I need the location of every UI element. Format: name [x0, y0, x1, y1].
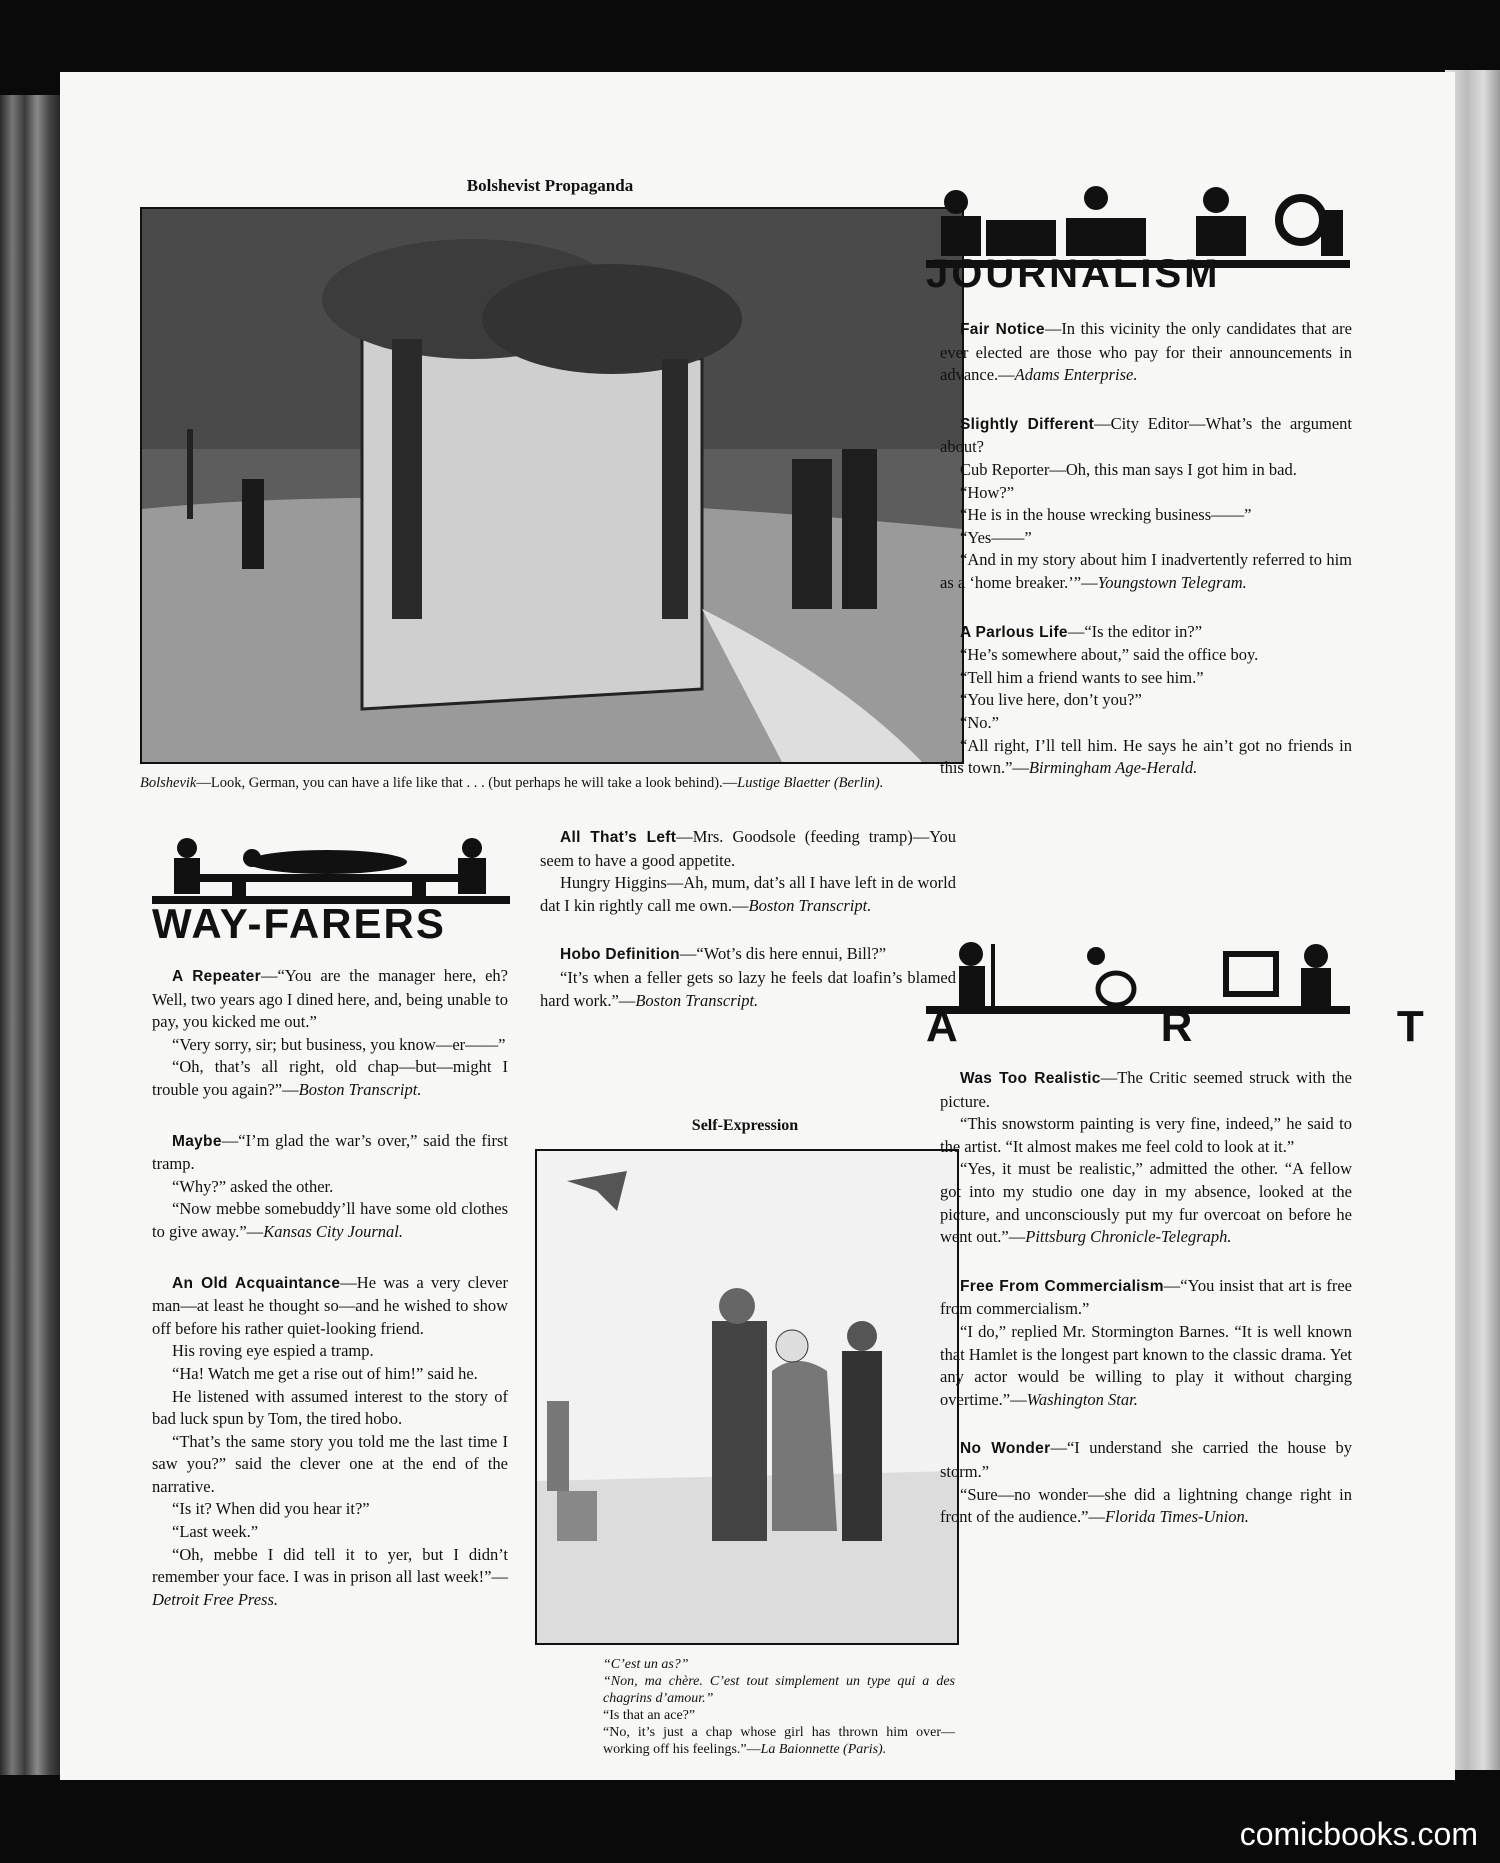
magazine-page	[60, 72, 1484, 1780]
self-expression-title: Self-Expression	[691, 1117, 799, 1134]
art-column	[940, 1067, 1352, 1549]
cartoon-caption	[140, 774, 960, 792]
article-fair-notice: Fair Notice—In this vicinity the only candidates that are ever elected are those who pay for their announcements in advance.—Adams Enterprise.	[940, 319, 1352, 385]
article-no-wonder: No Wonder—“I understand she carried the house by storm.” “Sure—no wonder—she did a lightning change right in front of the audience.”—Florida Times-Union.	[940, 1438, 1352, 1527]
middle-column	[540, 826, 956, 1032]
art-heading-text: A R T	[926, 1002, 1484, 1051]
watermark: comicbooks.com	[1239, 1816, 1478, 1852]
article-an-old-acquaintance: An Old Acquaintance—He was a very clever man—at least he thought so—and he wished to show off before his rather quiet-looking friend. His roving eye espied a tramp. “Ha! Watch me get a rise out of him!” said he. He listened with assumed interest to the story of bad luck spun by Tom, the tired hobo. “That’s the same story you told me the last time I saw you?” said the clever one at the end of the narrative. “Is it? When did you hear it?” “Last week.” “Oh, mebbe I did tell it to yer, but I didn’t remember your face. I was in prison all last week!”—Detroit Free Press.	[152, 1272, 508, 1609]
article-a-parlous-life: A Parlous Life—“Is the editor in?” “He’s somewhere about,” said the office boy. “Tell him a friend wants to see him.” “You live here, don’t you?” “No.” “All right, I’ll tell him. He says he ain’t got no friends in this town.”—Birmingham Age-Herald.	[940, 621, 1352, 778]
caption-speaker: Bolshevik	[140, 775, 197, 791]
article-maybe: Maybe—“I’m glad the war’s over,” said the first tramp. “Why?” asked the other. “Now mebbe somebuddy’ll have some old clothes to give away.”—Kansas City Journal.	[152, 1130, 508, 1241]
caption-source: Lustige Blaetter (Berlin).	[737, 775, 884, 791]
art-heading	[926, 1002, 1484, 1052]
article-slightly-different: Slightly Different—City Editor—What’s the argument about? Cub Reporter—Oh, this man says I got him in bad. “How?” “He is in the house wrecking business——” “Yes——” “And in my story about him I inadvertently referred to him as a ‘home breaker.’”—Youngstown Telegram.	[940, 413, 1352, 592]
article-a-repeater: A Repeater—“You are the manager here, eh? Well, two years ago I dined here, and, being unable to pay, you kicked me out.” “Very sorry, sir; but business, you know—er——” “Oh, that’s all right, old chap—but—might I trouble you again?”—Boston Transcript.	[152, 966, 508, 1099]
journalism-heading: JOURNALISM	[926, 252, 1221, 296]
self-expression-caption: “C’est un as?” “Non, ma chère. C’est tout simplement un type qui a des chagrins d’amour.” “Is that an ace?” “No, it’s just a chap whose girl has thrown him over—working off his feelings.”—La Baionnette (Paris).	[603, 1657, 955, 1757]
bolshevist-cartoon	[140, 207, 964, 764]
cartoon-title: Bolshevist Propaganda	[466, 176, 634, 195]
article-was-too-realistic: Was Too Realistic—The Critic seemed struck with the picture. “This snowstorm painting is very fine, indeed,” he said to the artist. “It almost makes me feel cold to look at it.” “Yes, it must be realistic,” admitted the other. “A fellow got into my studio one day in my absence, looked at the picture, and unconsciously put my fur overcoat on before he went out.”—Pittsburg Chronicle-Telegraph.	[940, 1068, 1352, 1247]
article-all-thats-left: All That’s Left—Mrs. Goodsole (feeding tramp)—You seem to have a good appetite. Hungry Higgins—Ah, mum, dat’s all I have left in de world dat I kin rightly call me own.—Boston Transcript.	[540, 827, 956, 915]
article-hobo-definition: Hobo Definition—“Wot’s dis here ennui, Bill?” “It’s when a feller gets so lazy he feels dat loafin’s blamed hard work.”—Boston Transcript.	[540, 944, 956, 1010]
book-binding	[0, 95, 62, 1775]
article-free-from-commercialism: Free From Commercialism—“You insist that art is free from commercialism.” “I do,” replied Mr. Stormington Barnes. “It is well known that Hamlet is the longest part known to the classic drama. Yet any actor would be willing to play it without charging overtime.”—Washington Star.	[940, 1275, 1352, 1409]
caption-text: —Look, German, you can have a life like that . . . (but perhaps he will take a look behind).—	[196, 775, 738, 791]
tramps-on-bench-icon	[152, 830, 510, 904]
journalism-column	[940, 318, 1352, 800]
wayfarers-heading: WAY-FARERS	[152, 900, 446, 947]
self-expression-cartoon	[535, 1149, 959, 1645]
wayfarers-column	[152, 965, 508, 1631]
wayfarers-header-art	[152, 830, 510, 904]
